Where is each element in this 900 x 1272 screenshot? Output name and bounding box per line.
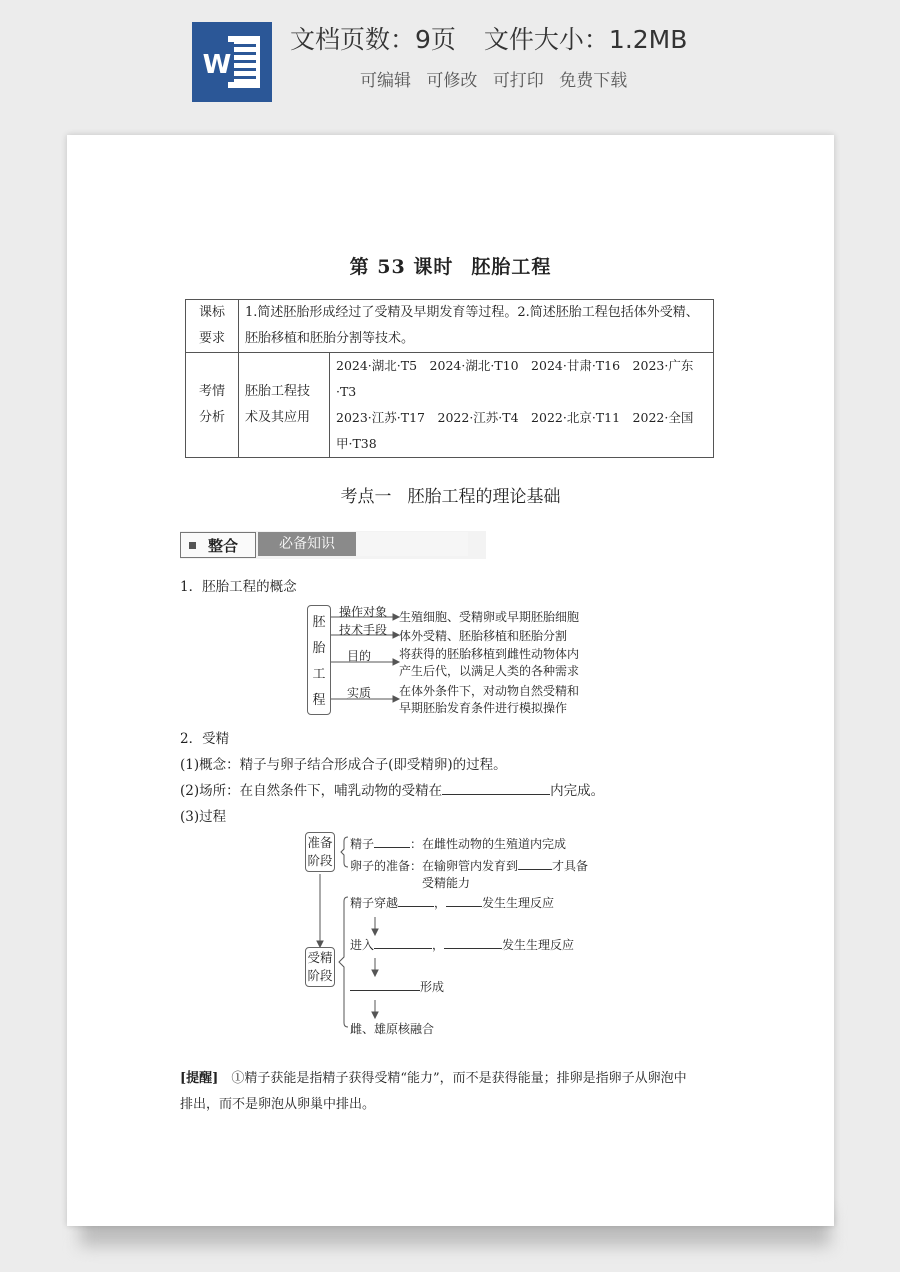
lesson-number: 第 53 课时	[349, 256, 454, 278]
concept-label-essence: 实质	[347, 686, 372, 700]
fill-blank-site[interactable]	[442, 782, 550, 795]
table-cell-line: 胚胎移植和胚胎分割等技术。	[245, 331, 415, 346]
section-topic: 胚胎工程的理论基础	[407, 487, 561, 507]
concept-value-line: 将获得的胚胎移植到雌性动物体内	[399, 647, 580, 661]
box-line: 受精	[307, 950, 333, 965]
step-text: 发生生理反应	[502, 938, 575, 952]
concept-diagram-lines	[67, 135, 834, 1226]
step-sperm-penetration	[350, 894, 554, 911]
box-char: 胎	[312, 641, 326, 656]
section-number: 考点一	[340, 487, 392, 507]
step-sperm-entry	[350, 936, 574, 953]
concept-label-method: 技术手段	[339, 623, 388, 637]
feature-printable: 可打印	[492, 71, 544, 91]
fill-blank-step1b[interactable]	[446, 894, 482, 907]
table-head-line: 要求	[198, 331, 225, 346]
feature-free-download: 免费下载	[559, 71, 628, 91]
box-line: 阶段	[307, 853, 333, 868]
step-pronuclei-fusion: 雌、雄原核融合	[350, 1022, 435, 1036]
step-text: 进入	[350, 938, 375, 952]
step-sep: ，	[434, 896, 447, 910]
fill-blank-step1a[interactable]	[398, 894, 434, 907]
egg-text-b: 才具备	[552, 859, 589, 873]
fill-blank-step3[interactable]	[350, 978, 420, 991]
sperm-label: 精子	[350, 837, 375, 851]
step-text: 精子穿越	[350, 896, 399, 910]
concept-value-line: 产生后代，以满足人类的各种需求	[399, 664, 580, 678]
concept-label-object: 操作对象	[339, 605, 388, 619]
reminder-line-2: 排出，而不是卵泡从卵巢中排出。	[180, 1097, 376, 1112]
reminder-label: [提醒]	[180, 1071, 219, 1086]
feature-list	[360, 66, 627, 91]
word-logo-letter: W	[202, 50, 232, 80]
preparation-stage-box	[305, 832, 335, 872]
header-banner	[0, 0, 900, 118]
process-heading: (3)过程	[180, 809, 227, 825]
feature-editable: 可编辑	[360, 71, 411, 91]
table-cell-line: 胚胎工程技	[245, 384, 311, 399]
box-line: 阶段	[307, 968, 333, 983]
table-cell-line: 术及其应用	[245, 410, 311, 425]
fertilization-concept: (1)概念：精子与卵子结合形成合子(即受精卵)的过程。	[180, 757, 507, 773]
table-head-line: 课标	[198, 305, 225, 320]
fill-blank-egg[interactable]	[518, 857, 552, 870]
concept-value-purpose	[399, 646, 579, 680]
document-stats	[290, 20, 687, 56]
step-formation	[350, 978, 444, 995]
site-text-b: 内完成。	[550, 783, 605, 799]
item-2-heading: 2．受精	[180, 731, 230, 747]
egg-text-a: 卵子的准备：在输卵管内发育到	[350, 859, 519, 873]
sperm-text: ：在雌性动物的生殖道内完成	[410, 837, 567, 851]
item-1-heading: 1．胚胎工程的概念	[180, 579, 297, 595]
fill-blank-step2b[interactable]	[444, 936, 502, 949]
fertilization-site	[180, 779, 604, 799]
site-text-a: (2)场所：在自然条件下，哺乳动物的受精在	[180, 783, 443, 799]
lesson-topic: 胚胎工程	[471, 256, 552, 278]
reminder-line-1	[180, 1067, 687, 1086]
reminder-text: ①精子获能是指精子获得受精“能力”，而不是获得能量；排卵是指卵子从卵泡中	[231, 1071, 687, 1086]
file-size: 文件大小：1.2MB	[483, 25, 688, 54]
table-cell-line: 2024·湖北·T5 2024·湖北·T10 2024·甘肃·T16 2023·广东·T3	[336, 358, 694, 399]
box-line: 准备	[307, 835, 333, 850]
concept-label-purpose: 目的	[347, 649, 372, 663]
document-page[interactable]	[67, 135, 834, 1226]
concept-value-essence	[399, 683, 579, 717]
fill-blank-step2a[interactable]	[374, 936, 432, 949]
step-text: 发生生理反应	[482, 896, 555, 910]
feature-modifiable: 可修改	[426, 71, 478, 91]
table-cell-line: 1.简述胚胎形成经过了受精及早期发育等过程。2.简述胚胎工程包括体外受精、	[245, 305, 699, 320]
concept-value-line: 在体外条件下，对动物自然受精和	[399, 684, 580, 698]
table-cell-line: 甲·T38	[336, 436, 377, 451]
sperm-preparation	[350, 835, 566, 852]
word-document-icon	[192, 22, 272, 102]
step-sep: ，	[432, 938, 445, 952]
page-count: 文档页数：9页	[290, 25, 456, 54]
box-char: 胚	[312, 615, 326, 630]
egg-preparation	[350, 857, 588, 892]
knowledge-tag: 必备知识	[258, 532, 356, 556]
table-cell-line: 2023·江苏·T17 2022·江苏·T4 2022·北京·T11 2022·全国	[336, 410, 694, 425]
box-char: 程	[312, 693, 326, 708]
fill-blank-sperm[interactable]	[374, 835, 410, 848]
integrate-label: 整合	[208, 536, 239, 555]
concept-value-method: 体外受精、胚胎移植和胚胎分割	[399, 629, 568, 643]
concept-value-object: 生殖细胞、受精卵或早期胚胎细胞	[399, 610, 580, 624]
fertilization-stage-box	[305, 947, 335, 987]
box-char: 工	[312, 667, 326, 682]
step-text: 形成	[420, 980, 445, 994]
egg-text-c: 受精能力	[422, 876, 471, 890]
table-head-line: 考情	[198, 384, 225, 399]
concept-value-line: 早期胚胎发育条件进行模拟操作	[399, 701, 568, 715]
table-head-line: 分析	[198, 410, 225, 425]
